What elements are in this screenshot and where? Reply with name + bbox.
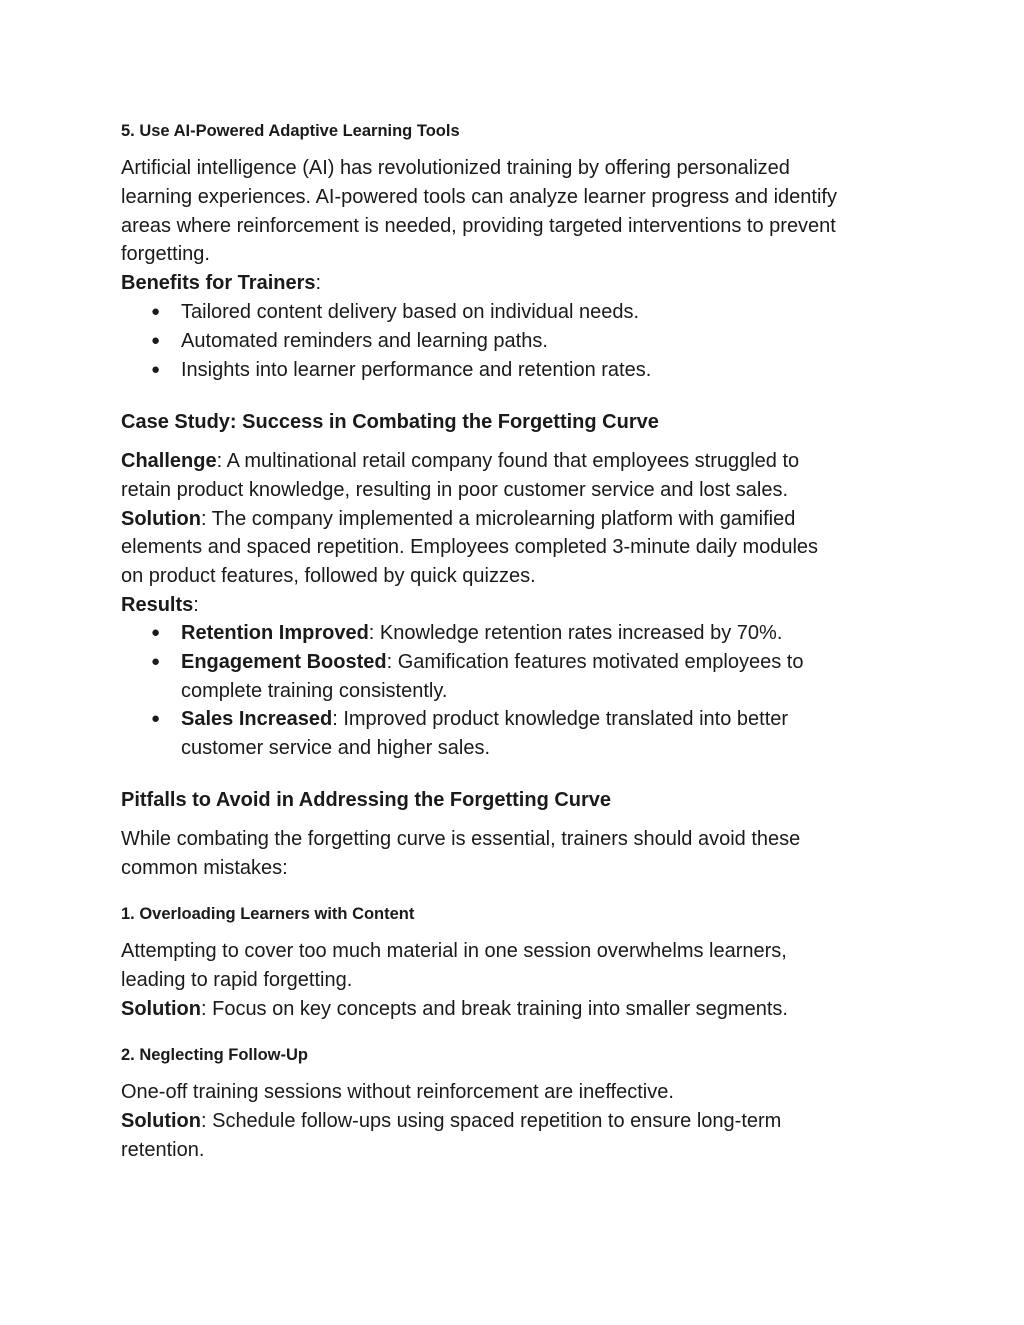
solution-label: Solution	[121, 507, 201, 530]
list-item	[121, 298, 911, 327]
list-item	[121, 648, 911, 706]
solution-line	[121, 505, 911, 534]
paragraph-line: on product features, followed by quick quizzes.	[121, 565, 536, 588]
result-label: Sales Increased	[181, 708, 333, 731]
solution-text: : Schedule follow-ups using spaced repetition to ensure long-term	[200, 1109, 782, 1132]
pitfalls-intro	[121, 825, 911, 883]
bullet-icon: ●	[151, 652, 161, 670]
benefits-label: Benefits for Trainers	[121, 272, 316, 295]
list-item	[121, 356, 911, 385]
challenge-text: : A multinational retail company found that employees struggled to	[216, 450, 800, 472]
paragraph-line: retain product knowledge, resulting in poor customer service and lost sales.	[121, 478, 789, 501]
result-text: : Knowledge retention rates increased by 70%.	[368, 622, 783, 644]
solution-line	[121, 995, 911, 1024]
pitfall-1-paragraph	[121, 937, 911, 1023]
solution-text: : The company implemented a microlearning platform with gamified	[200, 507, 796, 530]
results-list	[121, 619, 911, 763]
result-text-continued: complete training consistently.	[181, 679, 448, 702]
paragraph-line: forgetting.	[121, 243, 210, 266]
list-item	[121, 619, 911, 648]
result-label: Retention Improved	[181, 622, 369, 644]
ai-tools-paragraph	[121, 154, 911, 298]
pitfall-2-heading: 2. Neglecting Follow-Up	[121, 1046, 309, 1064]
result-text-continued: customer service and higher sales.	[181, 737, 491, 760]
paragraph-line: elements and spaced repetition. Employees completed 3-minute daily modules	[121, 536, 819, 559]
section-heading-ai-tools: 5. Use AI-Powered Adaptive Learning Tools	[121, 122, 460, 140]
list-item-text: Tailored content delivery based on individual needs.	[181, 301, 640, 323]
case-study-paragraph	[121, 447, 911, 620]
results-label: Results	[121, 593, 194, 616]
result-text: : Improved product knowledge translated into better	[332, 708, 789, 731]
pitfall-2-paragraph	[121, 1078, 911, 1164]
list-item	[121, 705, 911, 763]
solution-label: Solution	[121, 997, 201, 1020]
result-text: : Gamification features motivated employees to	[386, 650, 804, 673]
solution-text: : Focus on key concepts and break training into smaller segments.	[200, 997, 788, 1020]
paragraph-line: One-off training sessions without reinforcement are ineffective.	[121, 1081, 674, 1103]
bullet-icon: ●	[151, 624, 161, 641]
list-item	[121, 327, 911, 356]
bullet-icon: ●	[151, 331, 161, 349]
paragraph-line: Attempting to cover too much material in one session overwhelms learners,	[121, 940, 787, 962]
benefits-line	[121, 269, 911, 298]
benefits-list	[121, 298, 911, 384]
pitfall-1-heading: 1. Overloading Learners with Content	[121, 905, 415, 923]
paragraph-line: common mistakes:	[121, 856, 288, 879]
solution-line	[121, 1107, 911, 1136]
paragraph-line: learning experiences. AI-powered tools can analyze learner progress and identify	[121, 185, 837, 208]
results-colon: :	[193, 593, 199, 616]
list-item-text: Automated reminders and learning paths.	[181, 329, 548, 352]
paragraph-line: leading to rapid forgetting.	[121, 968, 353, 991]
pitfalls-heading: Pitfalls to Avoid in Addressing the Forgetting Curve	[121, 789, 612, 811]
results-line	[121, 591, 911, 620]
paragraph-line: areas where reinforcement is needed, providing targeted interventions to prevent	[121, 214, 836, 237]
list-item-text: Insights into learner performance and retention rates.	[181, 358, 652, 381]
paragraph-line: retention.	[121, 1138, 205, 1161]
benefits-colon: :	[315, 272, 322, 295]
solution-label: Solution	[121, 1109, 201, 1132]
bullet-icon: ●	[151, 360, 161, 378]
challenge-line	[121, 447, 911, 476]
challenge-label: Challenge	[121, 450, 217, 472]
result-label: Engagement Boosted	[181, 650, 387, 673]
bullet-icon: ●	[151, 710, 161, 728]
case-study-heading: Case Study: Success in Combating the Forgetting Curve	[121, 411, 659, 433]
bullet-icon: ●	[151, 303, 161, 320]
paragraph-line: While combating the forgetting curve is essential, trainers should avoid these	[121, 828, 801, 850]
paragraph-line: Artificial intelligence (AI) has revolutionized training by offering personalized	[121, 157, 790, 179]
